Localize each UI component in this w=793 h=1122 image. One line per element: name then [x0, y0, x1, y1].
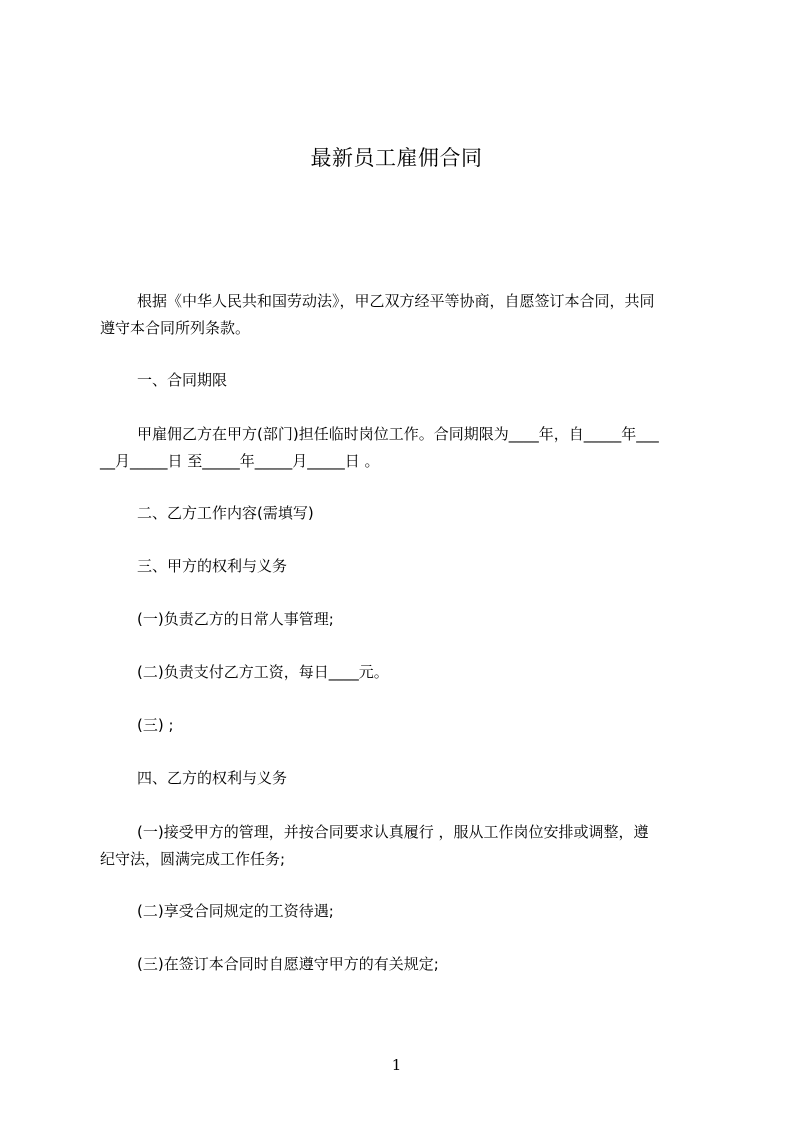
- section-heading-contract-term: [100, 367, 710, 394]
- document-title: 最新员工雇佣合同: [310, 146, 483, 170]
- paragraph-line: (三) ;: [137, 716, 174, 734]
- paragraph-line: 一、合同期限: [137, 371, 228, 389]
- clause-party-a-3: [100, 712, 710, 739]
- clause-party-a-1: [100, 606, 710, 633]
- paragraph-line: (二)负责支付乙方工资，每日____元。: [137, 663, 389, 681]
- paragraph-line: 三、甲方的权利与义务: [137, 557, 288, 575]
- paragraph-line: (一)负责乙方的日常人事管理;: [137, 610, 334, 628]
- paragraph-line: (二)享受合同规定的工资待遇;: [137, 902, 334, 920]
- paragraph-line: 二、乙方工作内容(需填写): [137, 504, 314, 522]
- section-heading-party-a-rights: [100, 553, 710, 580]
- paragraph-line: 甲雇佣乙方在甲方(部门)担任临时岗位工作。合同期限为____年，自_____年___: [137, 425, 659, 443]
- paragraph-line: 根据《中华人民共和国劳动法》，甲乙双方经平等协商，自愿签订本合同，共同: [137, 292, 655, 310]
- paragraph-line: 纪守法，圆满完成工作任务;: [100, 850, 286, 868]
- paragraph-line: __月_____日 至_____年_____月_____日 。: [100, 452, 380, 470]
- section-heading-work-content: [100, 500, 710, 527]
- clause-party-b-3: [100, 951, 710, 978]
- clause-party-a-2: [100, 659, 710, 686]
- page-number: 1: [391, 1056, 402, 1074]
- paragraph-line: (三)在签订本合同时自愿遵守甲方的有关规定;: [137, 955, 439, 973]
- clause-party-b-2: [100, 898, 710, 925]
- paragraph-contract-term: [100, 421, 710, 475]
- paragraph-preamble: [100, 288, 710, 342]
- paragraph-line: (一)接受甲方的管理，并按合同要求认真履行 ，服从工作岗位安排或调整，遵: [137, 823, 649, 841]
- section-heading-party-b-rights: [100, 765, 710, 792]
- clause-party-b-1: [100, 819, 710, 873]
- paragraph-line: 四、乙方的权利与义务: [137, 769, 288, 787]
- paragraph-line: 遵守本合同所列条款。: [100, 319, 251, 337]
